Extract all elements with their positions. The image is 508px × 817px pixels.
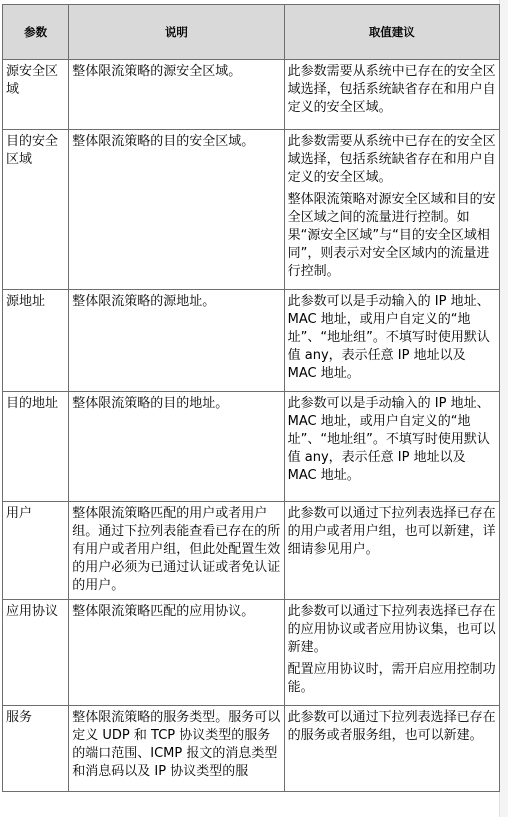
cell-param: 源安全区域 [3, 60, 69, 130]
cell-advice [284, 600, 499, 706]
advice-paragraph: 整体限流策略对源安全区域和目的安全区域之间的流量进行控制。如果“源安全区域”与“目的安全区域相同”，则表示对安全区域内的流量进行控制。 [287, 192, 496, 279]
advice-paragraph: 此参数需要从系统中已存在的安全区域选择，包括系统缺省存在和用户自定义的安全区域。 [287, 134, 496, 185]
table-row [3, 600, 500, 706]
cell-desc: 整体限流策略的源安全区域。 [69, 60, 284, 130]
table-header-row [3, 5, 500, 60]
cell-param: 用户 [3, 502, 69, 600]
advice-paragraph: 此参数可以是手动输入的 IP 地址、MAC 地址，或用户自定义的“地址”、“地址组”。不填写时使用默认值 any，表示任意 IP 地址以及 MAC 地址。 [287, 396, 490, 483]
header-desc: 说明 [69, 5, 284, 60]
right-scroll-shade [499, 0, 508, 817]
parameter-table [2, 4, 500, 792]
cell-desc: 整体限流策略的目的安全区域。 [69, 130, 284, 290]
advice-paragraph: 此参数可以通过下拉列表选择已存在的用户或者用户组，也可以新建，详细请参见用户。 [287, 506, 496, 557]
cell-desc: 整体限流策略的源地址。 [69, 290, 284, 392]
advice-paragraph: 此参数可以通过下拉列表选择已存在的服务或者服务组，也可以新建。 [287, 710, 496, 743]
table-row [3, 502, 500, 600]
cell-advice [284, 290, 499, 392]
cell-desc: 整体限流策略的服务类型。服务可以定义 UDP 和 TCP 协议类型的服务的端口范围、ICMP 报文的消息类型和消息码以及 IP 协议类型的服 [69, 706, 284, 792]
cell-param: 服务 [3, 706, 69, 792]
cell-param: 目的安全区域 [3, 130, 69, 290]
cell-param: 目的地址 [3, 392, 69, 502]
table-row [3, 392, 500, 502]
table-row [3, 706, 500, 792]
cell-desc: 整体限流策略匹配的应用协议。 [69, 600, 284, 706]
cell-advice [284, 392, 499, 502]
table-row [3, 130, 500, 290]
cell-advice [284, 706, 499, 792]
cell-desc: 整体限流策略的目的地址。 [69, 392, 284, 502]
cell-param: 应用协议 [3, 600, 69, 706]
advice-paragraph: 此参数可以是手动输入的 IP 地址、MAC 地址，或用户自定义的“地址”、“地址组”。不填写时使用默认值 any，表示任意 IP 地址以及 MAC 地址。 [287, 294, 490, 381]
cell-advice [284, 130, 499, 290]
cell-desc: 整体限流策略匹配的用户或者用户组。通过下拉列表能查看已存在的所有用户或者用户组，但此处配置生效的用户必须为已通过认证或者免认证的用户。 [69, 502, 284, 600]
table-row [3, 60, 500, 130]
cell-param: 源地址 [3, 290, 69, 392]
header-param: 参数 [3, 5, 69, 60]
advice-paragraph: 此参数需要从系统中已存在的安全区域选择，包括系统缺省存在和用户自定义的安全区域。 [287, 64, 496, 115]
table-row [3, 290, 500, 392]
advice-paragraph: 此参数可以通过下拉列表选择已存在的应用协议或者应用协议集，也可以新建。 [287, 604, 496, 655]
cell-advice [284, 60, 499, 130]
header-advice: 取值建议 [284, 5, 499, 60]
cell-advice [284, 502, 499, 600]
advice-paragraph: 配置应用协议时，需开启应用控制功能。 [287, 662, 496, 695]
